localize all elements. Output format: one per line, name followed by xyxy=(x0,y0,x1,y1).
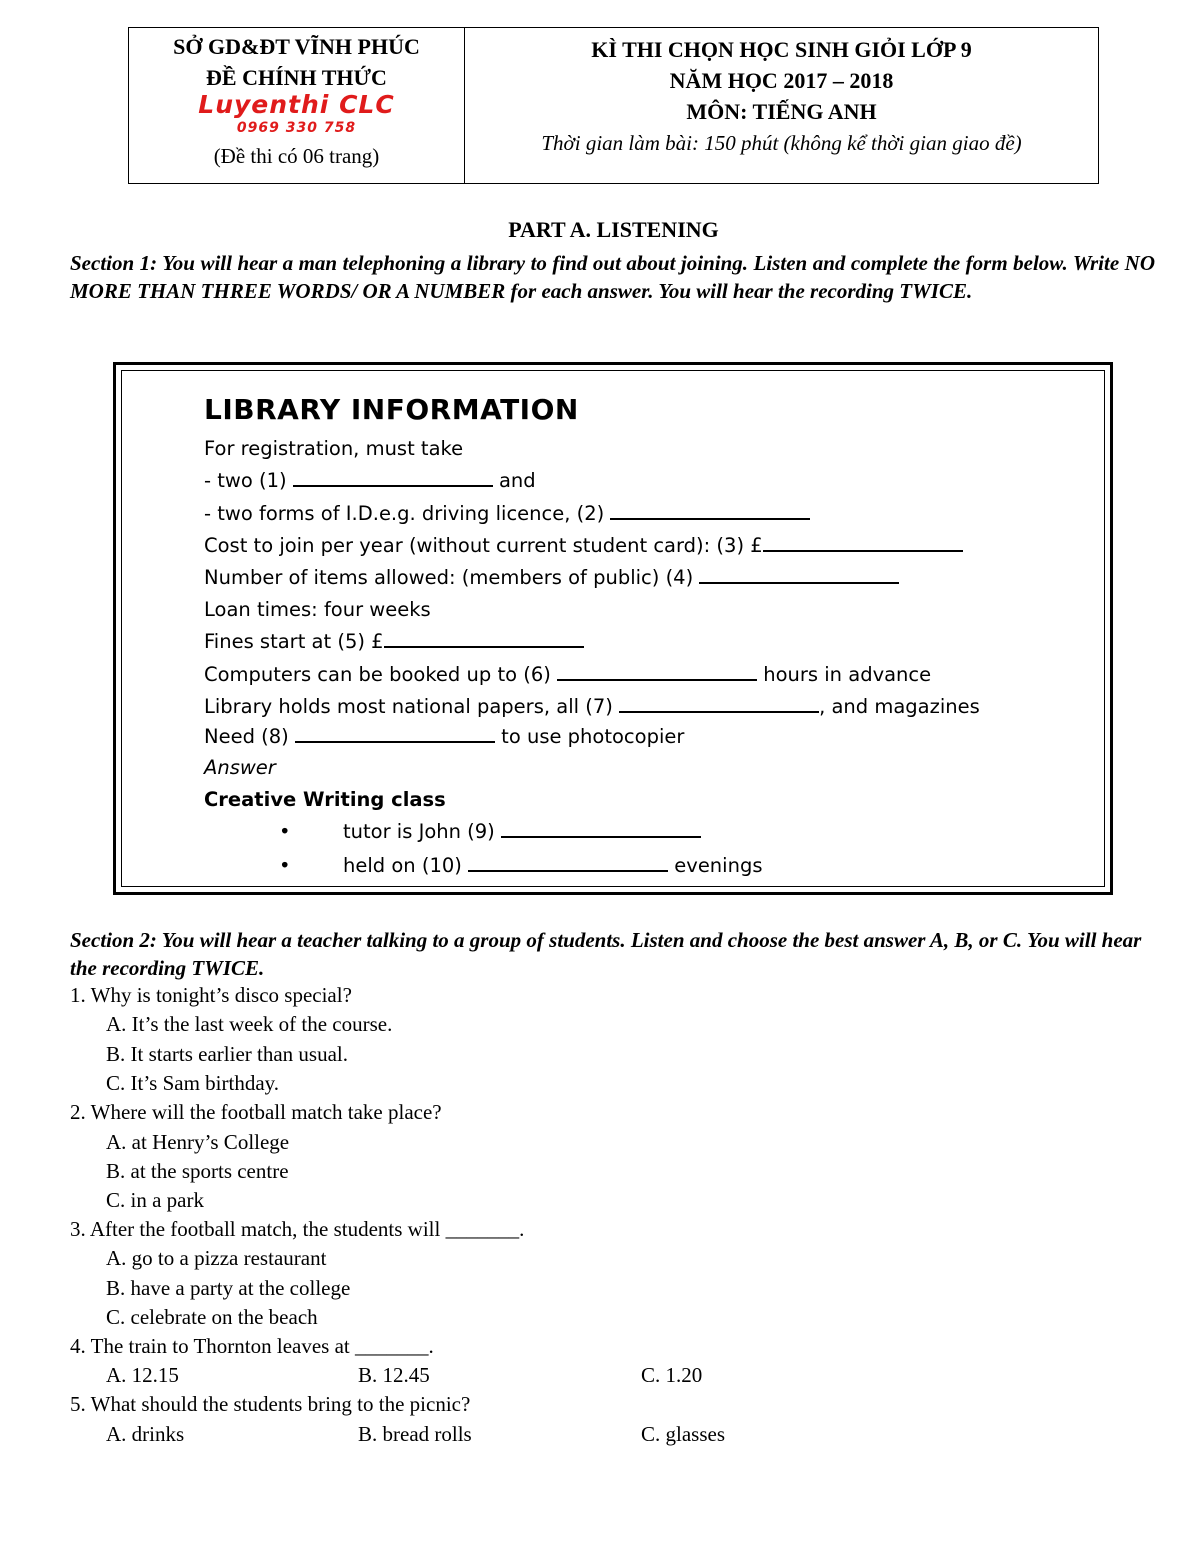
form-text: Number of items allowed: (members of public) (4) xyxy=(204,566,700,589)
form-text: held on (10) xyxy=(343,854,469,877)
option-2c[interactable]: C. in a park xyxy=(106,1188,204,1212)
option-2a[interactable]: A. at Henry’s College xyxy=(106,1130,290,1154)
library-form-box xyxy=(113,362,1113,895)
form-line-answer: Answer xyxy=(204,756,276,779)
part-title: PART A. LISTENING xyxy=(508,217,719,242)
form-text: evenings xyxy=(668,854,763,877)
form-text: - two (1) xyxy=(204,469,293,492)
option-2b[interactable]: B. at the sports centre xyxy=(106,1159,289,1183)
subject: MÔN: TIẾNG ANH xyxy=(686,99,877,124)
option-1c[interactable]: C. It’s Sam birthday. xyxy=(106,1071,280,1095)
option-3a[interactable]: A. go to a pizza restaurant xyxy=(106,1246,327,1270)
option-4b[interactable]: B. 12.45 xyxy=(358,1363,430,1387)
option-5c[interactable]: C. glasses xyxy=(641,1422,725,1446)
form-title: LIBRARY INFORMATION xyxy=(204,393,579,426)
bullet-icon: • xyxy=(279,820,291,843)
section2-instruction: Section 2: You will hear a teacher talking to a group of students. Listen and choose the best answer A, B, or C. You will hear the recording TWICE. xyxy=(70,928,1142,980)
form-line-creative-writing: Creative Writing class xyxy=(204,788,446,811)
question-1: 1. Why is tonight’s disco special? xyxy=(70,983,352,1007)
option-3b[interactable]: B. have a party at the college xyxy=(106,1276,351,1300)
watermark-logo: Luyenthi CLC xyxy=(198,90,395,119)
department-name: SỞ GD&ĐT VĨNH PHÚC xyxy=(173,34,420,59)
exam-title: KÌ THI CHỌN HỌC SINH GIỎI LỚP 9 xyxy=(591,37,972,62)
form-text: Library holds most national papers, all (7) xyxy=(204,695,620,718)
question-4: 4. The train to Thornton leaves at _______. xyxy=(70,1334,434,1358)
option-1a[interactable]: A. It’s the last week of the course. xyxy=(106,1012,393,1036)
form-text: and xyxy=(492,469,536,492)
question-2: 2. Where will the football match take place? xyxy=(70,1100,442,1124)
library-form-inner-border xyxy=(121,370,1105,887)
form-text: tutor is John (9) xyxy=(343,820,501,843)
bullet-icon: • xyxy=(279,854,291,877)
section1-instruction: Section 1: You will hear a man telephoning a library to find out about joining. Listen and complete the form below. Write NO MORE THAN THREE WORDS/ OR A NUMBER for each answer. You will hear the recording TWICE. xyxy=(70,251,1155,303)
form-text: , and magazines xyxy=(819,695,980,718)
form-text: hours in advance xyxy=(757,663,932,686)
option-5b[interactable]: B. bread rolls xyxy=(358,1422,472,1446)
header-left-cell xyxy=(129,28,465,183)
form-text: Need (8) xyxy=(204,725,295,748)
option-4c[interactable]: C. 1.20 xyxy=(641,1363,703,1387)
option-1b[interactable]: B. It starts earlier than usual. xyxy=(106,1042,349,1066)
watermark-phone: 0969 330 758 xyxy=(236,120,357,136)
official-label: ĐỀ CHÍNH THỨC xyxy=(206,65,387,90)
option-3c[interactable]: C. celebrate on the beach xyxy=(106,1305,318,1329)
option-4a[interactable]: A. 12.15 xyxy=(106,1363,179,1387)
form-text: Cost to join per year (without current student card): (3) £ xyxy=(204,534,763,557)
form-text: - two forms of I.D.e.g. driving licence, (2) xyxy=(204,502,611,525)
school-year: NĂM HỌC 2017 – 2018 xyxy=(669,68,894,93)
form-line-loan: Loan times: four weeks xyxy=(204,598,431,621)
form-line-registration: For registration, must take xyxy=(204,437,464,460)
option-5a[interactable]: A. drinks xyxy=(106,1422,185,1446)
exam-header xyxy=(128,27,1099,184)
form-text: Fines start at (5) £ xyxy=(204,630,384,653)
question-5: 5. What should the students bring to the picnic? xyxy=(70,1392,471,1416)
header-right-cell xyxy=(465,28,1098,183)
form-text: to use photocopier xyxy=(494,725,685,748)
time-allowed: Thời gian làm bài: 150 phút (không kể thời gian giao đề) xyxy=(541,131,1022,155)
page-count: (Đề thi có 06 trang) xyxy=(213,144,380,168)
form-text: Computers can be booked up to (6) xyxy=(204,663,558,686)
question-3: 3. After the football match, the students will _______. xyxy=(70,1217,525,1241)
